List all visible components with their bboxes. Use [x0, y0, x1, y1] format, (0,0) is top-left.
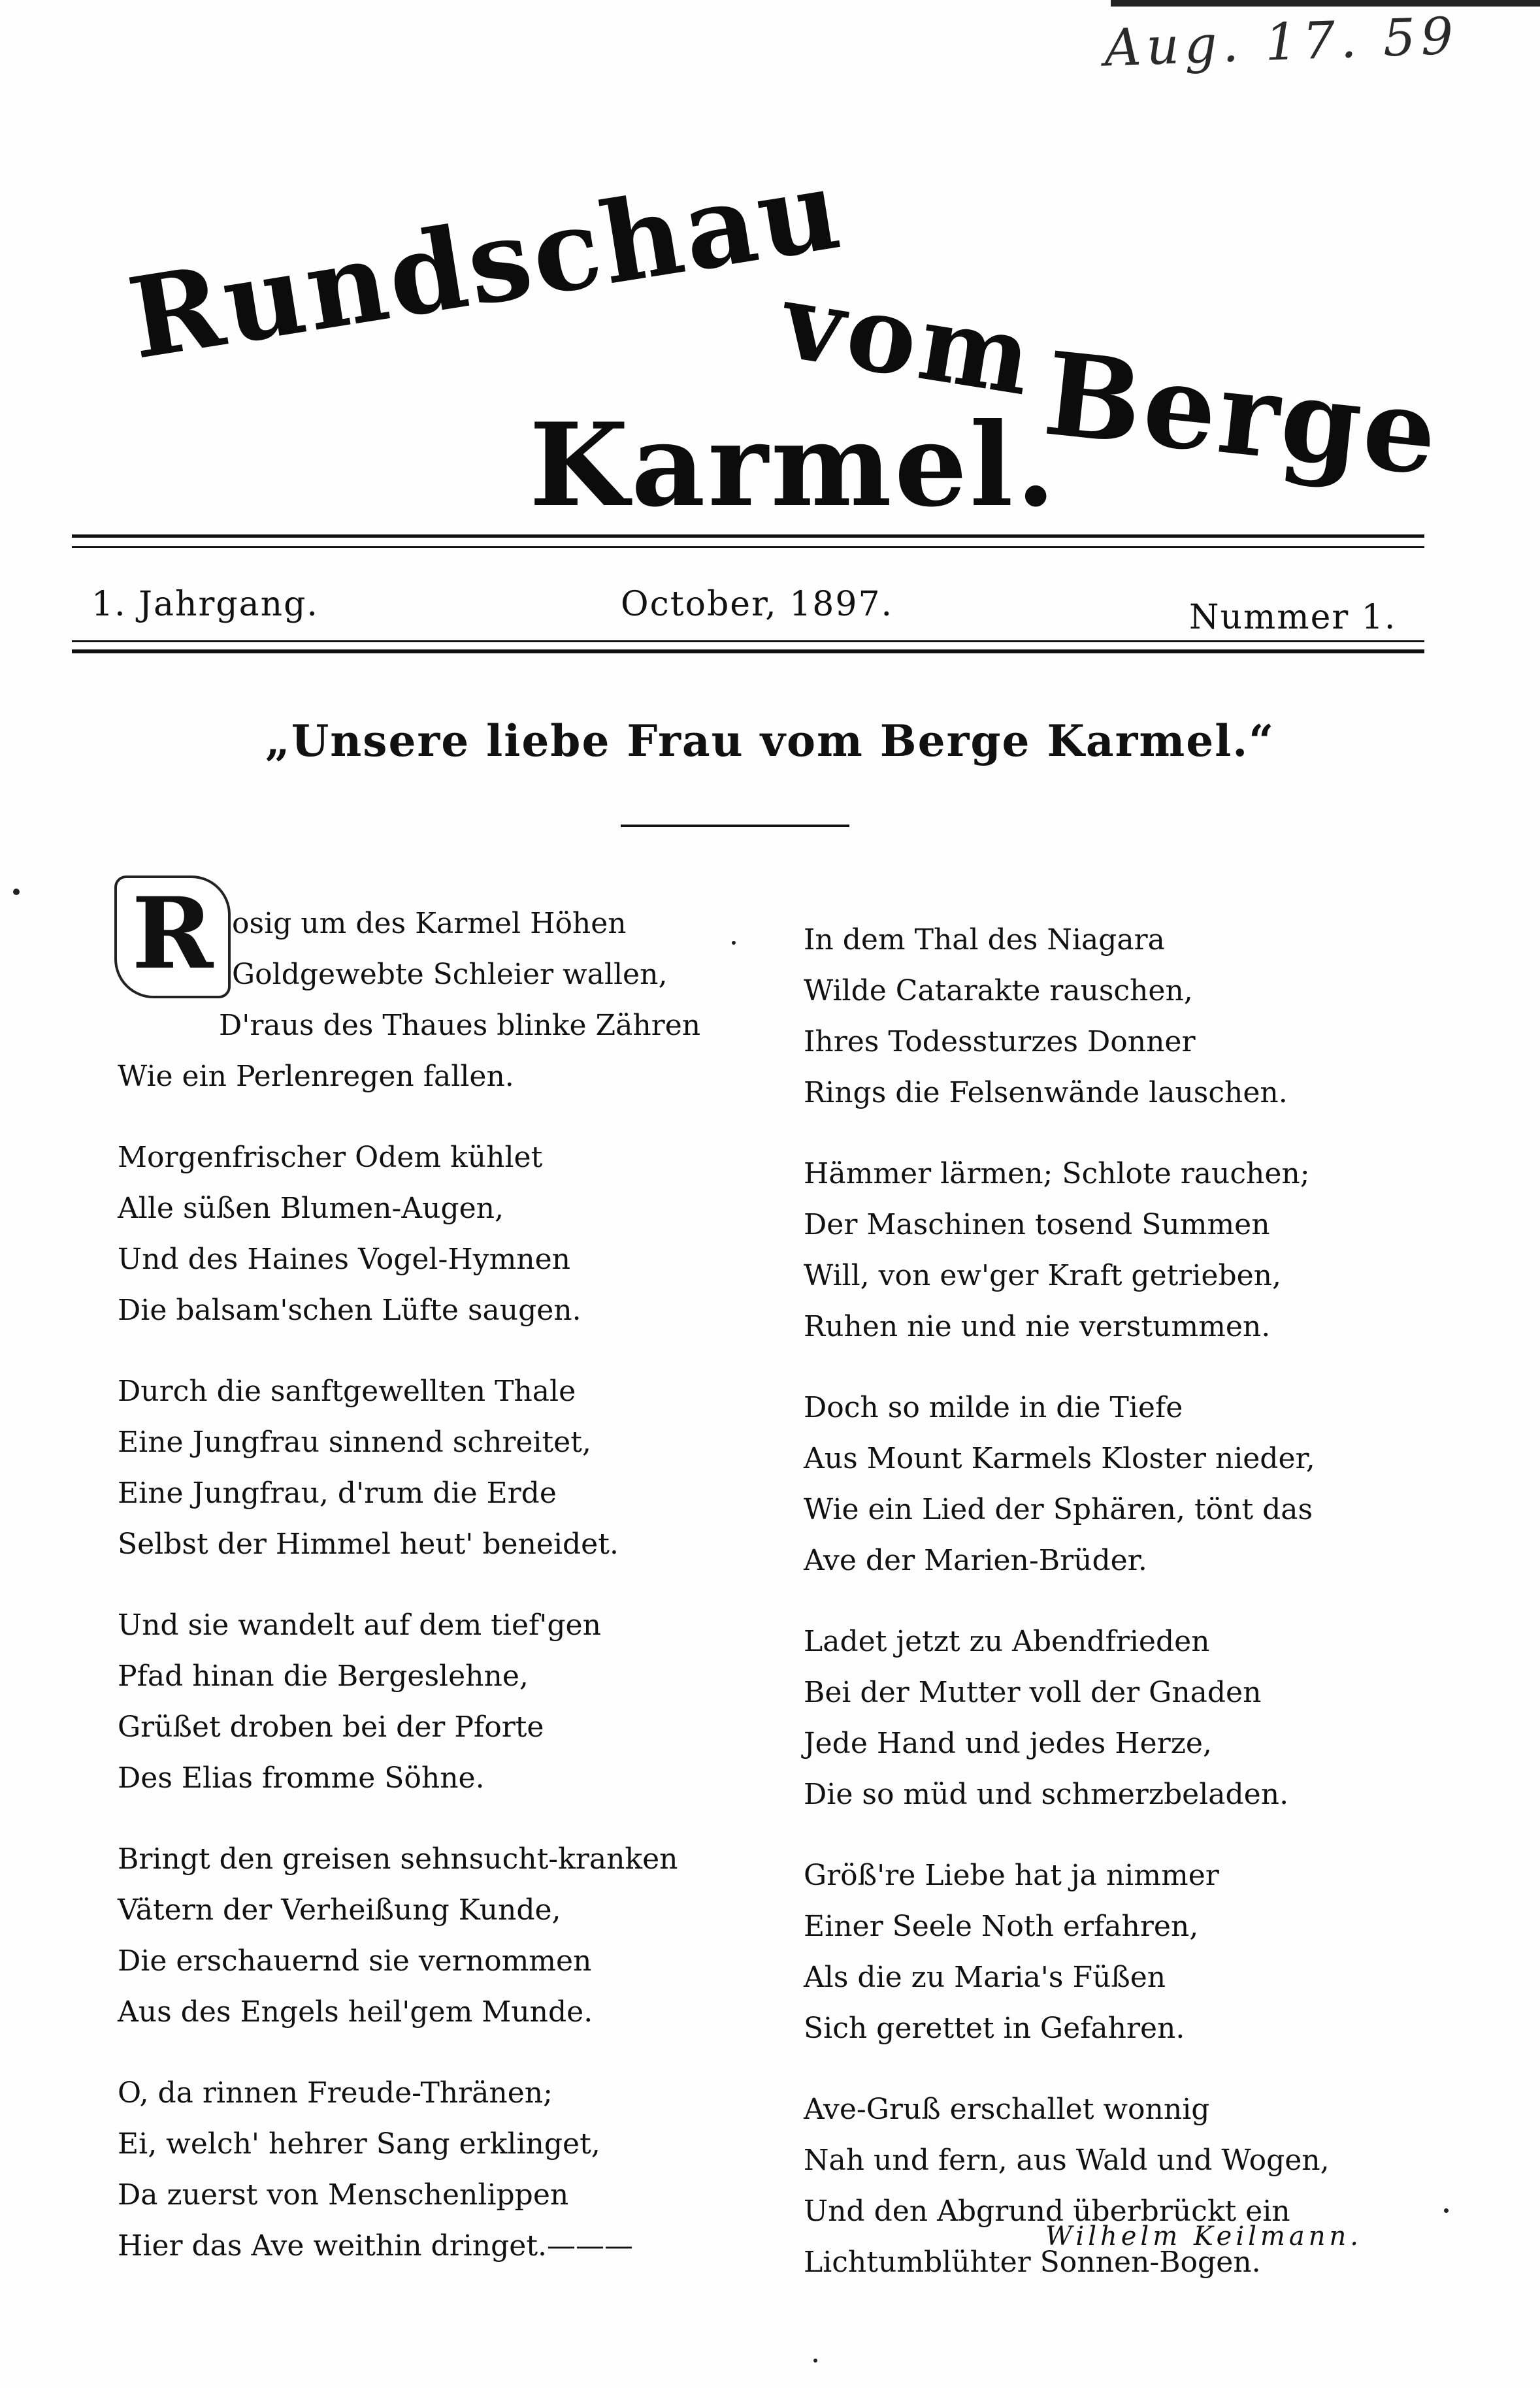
poem-line: Will, von ew'ger Kraft getrieben,: [804, 1259, 1281, 1292]
poem-line: Eine Jungfrau sinnend schreitet,: [118, 1426, 591, 1459]
poem-line: Und sie wandelt auf dem tief'gen: [118, 1609, 601, 1642]
poem-line: Wilde Catarakte rauschen,: [804, 974, 1193, 1007]
poem-line: Hier das Ave weithin dringet.———: [118, 2229, 634, 2263]
poem-line: In dem Thal des Niagara: [804, 923, 1165, 957]
stanza: [804, 1850, 1470, 2054]
stanza: [118, 1132, 732, 1336]
title-divider: [621, 825, 849, 827]
masthead-word-karmel: Karmel.: [529, 399, 1058, 532]
poem-line: Aus Mount Karmels Kloster nieder,: [804, 1442, 1315, 1475]
poem-line: Einer Seele Noth erfahren,: [804, 1910, 1199, 1943]
poem-line: Die balsam'schen Lüfte saugen.: [118, 1294, 582, 1327]
masthead-rule-top: [72, 534, 1424, 538]
poem-line: Die erschauernd sie vernommen: [118, 1944, 592, 1978]
volume-label: 1. Jahrgang.: [91, 585, 319, 624]
issue-number: Nummer 1.: [1189, 598, 1397, 637]
poem-line: Da zuerst von Menschenlippen: [118, 2178, 569, 2212]
speck-mark: [13, 889, 20, 895]
issue-date: October, 1897.: [621, 585, 894, 624]
stanza: [118, 1366, 732, 1570]
poem-line: osig um des Karmel Höhen: [232, 907, 627, 940]
poem-line: Nah und fern, aus Wald und Wogen,: [804, 2144, 1330, 2177]
stanza: [118, 2068, 732, 2272]
poem-line: Selbst der Himmel heut' beneidet.: [118, 1528, 619, 1561]
poem-line: Sich gerettet in Gefahren.: [804, 2012, 1185, 2045]
stanza: [118, 1834, 732, 2038]
poem-line: Rings die Felsenwände lauschen.: [804, 1076, 1288, 1109]
stanza: [804, 2084, 1470, 2288]
decorative-initial: R: [114, 875, 231, 998]
poem-left-column: [118, 898, 732, 2302]
poem-line: Grüßet droben bei der Pforte: [118, 1710, 544, 1744]
masthead-rule-bottom-thin: [72, 640, 1424, 642]
poem-line: Goldgewebte Schleier wallen,: [232, 958, 668, 991]
stanza: [804, 915, 1470, 1119]
poem-line: Doch so milde in die Tiefe: [804, 1391, 1183, 1424]
poem-right-column: [804, 915, 1470, 2318]
poem-line: Ave-Gruß erschallet wonnig: [804, 2093, 1210, 2126]
poem-line: Wie ein Lied der Sphären, tönt das: [804, 1493, 1313, 1526]
poem-line: Größ're Liebe hat ja nimmer: [804, 1859, 1219, 1892]
masthead-rule-top-thin: [72, 546, 1424, 548]
poem-line: Ruhen nie und nie verstummen.: [804, 1310, 1271, 1343]
poem-line: Eine Jungfrau, d'rum die Erde: [118, 1477, 557, 1510]
poem-line: Alle süßen Blumen-Augen,: [118, 1192, 504, 1225]
poem-line: Wie ein Perlenregen fallen.: [118, 1060, 514, 1093]
poem-line: Vätern der Verheißung Kunde,: [118, 1893, 561, 1927]
poem-line: Jede Hand und jedes Herze,: [804, 1727, 1212, 1760]
poem-line: Und des Haines Vogel-Hymnen: [118, 1243, 570, 1276]
poem-line: Hämmer lärmen; Schlote rauchen;: [804, 1157, 1310, 1190]
top-edge-line: [1111, 0, 1540, 7]
poem-line: Ei, welch' hehrer Sang erklinget,: [118, 2127, 600, 2161]
poem-line: Morgenfrischer Odem kühlet: [118, 1141, 543, 1174]
stanza: [804, 1382, 1470, 1586]
stanza: [804, 1149, 1470, 1352]
masthead-word-vom: vom: [774, 259, 1043, 420]
poem-line: Bei der Mutter voll der Gnaden: [804, 1676, 1262, 1709]
author-signature: Wilhelm Keilmann.: [1045, 2221, 1362, 2251]
poem-line: Bringt den greisen sehnsucht-kranken: [118, 1842, 678, 1876]
poem-line: Des Elias fromme Söhne.: [118, 1761, 485, 1795]
poem-line: Pfad hinan die Bergeslehne,: [118, 1660, 529, 1693]
poem-line: Ladet jetzt zu Abendfrieden: [804, 1625, 1210, 1658]
poem-line: Als die zu Maria's Füßen: [804, 1961, 1166, 1994]
poem-line: Durch die sanftgewellten Thale: [118, 1375, 576, 1408]
poem-line: Und den Abgrund überbrückt ein: [804, 2195, 1290, 2228]
masthead-word-berge: Berge: [1038, 327, 1446, 502]
masthead-rule-bottom: [72, 649, 1424, 653]
poem-line: Aus des Engels heil'gem Munde.: [118, 1995, 593, 2029]
poem-title: „Unsere liebe Frau vom Berge Karmel.“: [265, 715, 1275, 766]
handwritten-annotation: Aug. 17. 59: [1103, 7, 1460, 78]
stanza: [118, 898, 732, 1102]
masthead-word-rundschau: Rundschau: [120, 143, 851, 385]
poem-line: Lichtumblühter Sonnen-Bogen.: [804, 2246, 1261, 2279]
poem-line: Der Maschinen tosend Summen: [804, 1208, 1270, 1241]
poem-line: D'raus des Thaues blinke Zähren: [219, 1009, 701, 1042]
stanza: [118, 1600, 732, 1804]
poem-line: O, da rinnen Freude-Thränen;: [118, 2076, 553, 2110]
poem-line: Ave der Marien-Brüder.: [804, 1544, 1147, 1577]
speck-mark: [813, 2359, 817, 2363]
stanza: [804, 1616, 1470, 1820]
poem-line: Die so müd und schmerzbeladen.: [804, 1778, 1289, 1811]
poem-line: Ihres Todessturzes Donner: [804, 1025, 1196, 1058]
speck-mark: [732, 941, 736, 945]
speck-mark: [1444, 2208, 1449, 2213]
